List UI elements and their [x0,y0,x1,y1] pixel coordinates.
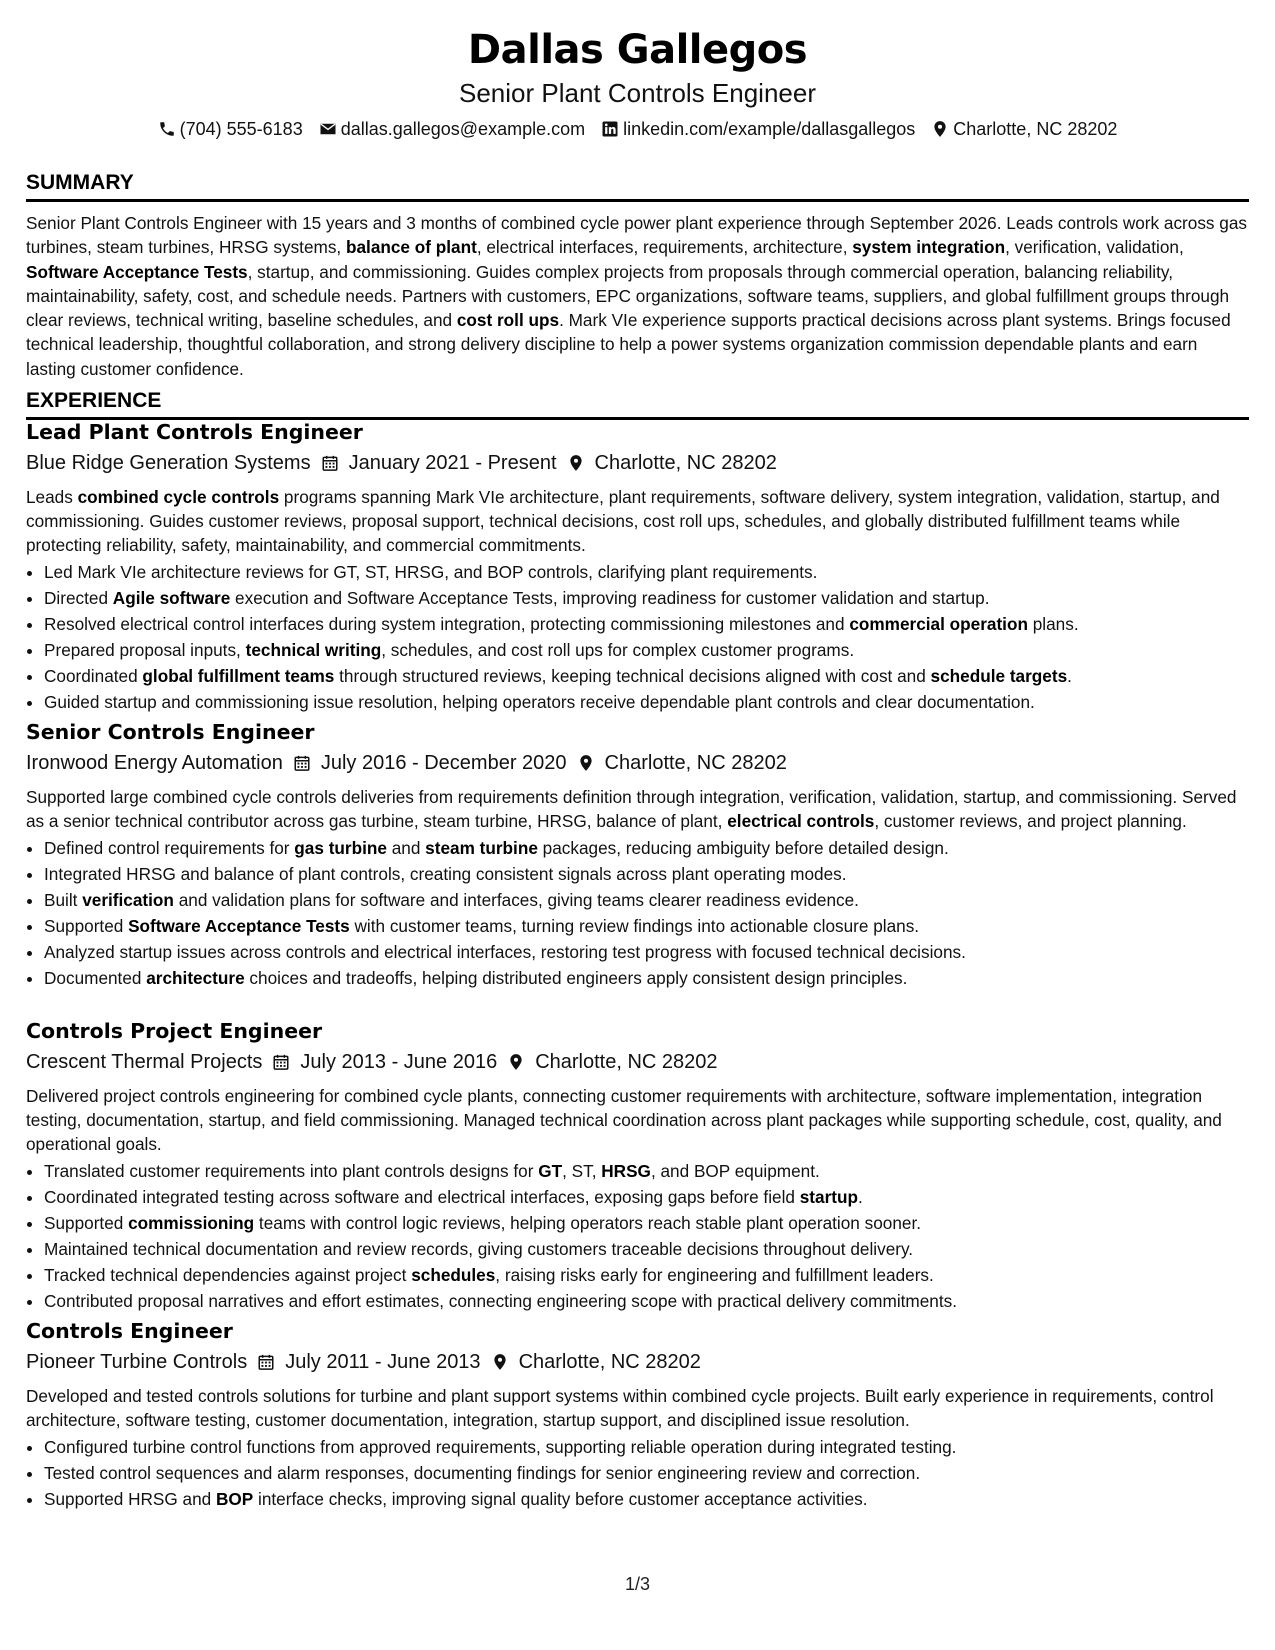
job-description [26,1084,1249,1156]
text-run: , startup, and commissioning. Guides complex projects from proposals through commercial operation, balancing reliability, maintainability, safety, cost, and schedule needs. Partners with customers, EPC organizations, software teams, suppliers, and global fulfillment groups through clear reviews, technical writing, baseline schedules, and [26,261,1230,331]
text-run: . [1067,666,1072,686]
job-location: Charlotte, NC 28202 [518,1351,701,1373]
job-dates: July 2011 - June 2013 [285,1351,481,1373]
job-bullets [26,559,1249,715]
linkedin-icon [601,120,619,138]
map-pin-icon [507,1053,525,1071]
text-run: , ST, [562,1161,602,1181]
job-bullets [26,1434,1249,1512]
job-description [26,485,1249,557]
contact-linkedin [601,118,915,140]
text-run: interface checks, improving signal quality before customer acceptance activities. [253,1489,868,1509]
bold-text: technical writing [245,640,382,660]
text-run: Coordinated [44,666,143,686]
bullet-item [44,559,1249,585]
text-run: programs spanning Mark VIe architecture, plant requirements, software delivery, system integration, validation, startup, and commissioning. Guides customer reviews, proposal support, technical decisions, cost roll ups, schedules, and globally distributed fulfillment teams while protecting reliability, safety, maintainability, and commercial commitments. [26,487,1220,555]
contact-linkedin-text: linkedin.com/example/dallasgallegos [623,119,916,139]
job-company: Blue Ridge Generation Systems [26,452,311,474]
bold-text: BOP [215,1489,254,1509]
candidate-title: Senior Plant Controls Engineer [459,78,816,108]
text-run: Leads [26,487,78,507]
bullet-item [44,689,1249,715]
job-title: Lead Plant Controls Engineer [26,420,363,444]
bold-text: architecture [146,968,245,988]
job-meta [26,1348,1249,1376]
bold-text: schedules [411,1265,496,1285]
bullet-item [44,835,1249,861]
bullet-item [44,861,1249,887]
calendar-icon [272,1053,290,1071]
bullet-item [44,1158,1249,1184]
bullet-item [44,1210,1249,1236]
text-run: execution and Software Acceptance Tests, improving readiness for customer validation and startup. [230,588,990,608]
experience-heading: EXPERIENCE [26,388,1249,420]
text-run: Documented [44,968,147,988]
text-run: with customer teams, turning review findings into actionable closure plans. [349,916,920,936]
map-pin-icon [577,754,595,772]
job-bullets [26,1158,1249,1314]
bold-text: cost roll ups [456,310,560,331]
calendar-icon [321,454,339,472]
text-run: Translated customer requirements into plant controls designs for [44,1161,539,1181]
bold-text: Software Acceptance Tests [26,261,248,282]
contact-location [931,118,1117,140]
text-run: Defined control requirements for [44,838,295,858]
contact-phone-text: (704) 555-6183 [179,119,303,139]
bold-text: schedule targets [930,666,1068,686]
text-run: , raising risks early for engineering and fulfillment leaders. [495,1265,934,1285]
text-run: Coordinated integrated testing across software and electrical interfaces, exposing gaps before field [44,1187,800,1207]
calendar-icon [257,1353,275,1371]
text-run: Analyzed startup issues across controls and electrical interfaces, restoring test progress with focused technical decisions. [44,942,966,962]
summary-text [26,211,1249,381]
text-run: Supported [44,1213,129,1233]
bold-text: combined cycle controls [77,487,280,507]
job-dates: July 2016 - December 2020 [320,752,567,774]
job-dates: January 2021 - Present [348,452,557,474]
job-company: Ironwood Energy Automation [26,752,283,774]
job-meta [26,749,1249,777]
candidate-name: Dallas Gallegos [467,27,808,73]
bold-text: startup [799,1187,858,1207]
job-company: Pioneer Turbine Controls [26,1351,248,1373]
bullet-item [44,1288,1249,1314]
text-run: Supported large combined cycle controls deliveries from requirements definition through integration, verification, validation, startup, and commissioning. Served as a senior technical contributor across gas turbine, steam turbine, HRSG, balance of plant, [26,787,1237,831]
contact-email [319,118,585,140]
text-run: , electrical interfaces, requirements, architecture, [476,237,853,258]
text-run: Delivered project controls engineering for combined cycle plants, connecting customer requirements with architecture, software implementation, integration testing, documentation, startup, and field commissioning. Managed technical coordination across plant packages while supporting schedule, cost, quality, and operational goals. [26,1086,1222,1154]
job-title: Controls Project Engineer [26,1019,323,1043]
bold-text: Software Acceptance Tests [128,916,350,936]
job-entry [26,1317,1249,1512]
bold-text: commissioning [128,1213,255,1233]
job-entry [26,418,1249,715]
job-title: Controls Engineer [26,1319,233,1343]
bullet-item [44,1262,1249,1288]
bold-text: gas turbine [294,838,387,858]
bold-text: commercial operation [849,614,1028,634]
text-run: choices and tradeoffs, helping distributed engineers apply consistent design principles. [244,968,908,988]
text-run: and [386,838,426,858]
contact-email-text: dallas.gallegos@example.com [340,119,586,139]
bullet-item [44,1486,1249,1512]
map-pin-icon [567,454,585,472]
text-run: Prepared proposal inputs, [44,640,246,660]
text-run: Senior Plant Controls Engineer with 15 years and 3 months of combined cycle power plant experience through September 2026. Leads controls work across gas turbines, steam turbines, HRSG systems, [26,213,1247,258]
bold-text: balance of plant [345,237,477,258]
resume-page [26,0,1249,1509]
job-entry [26,718,1249,991]
bold-text: steam turbine [425,838,538,858]
text-run: Built [44,890,83,910]
job-entry [26,1017,1249,1314]
text-run: . [858,1187,863,1207]
text-run: Supported HRSG and [44,1489,216,1509]
text-run: . Mark VIe experience supports practical decisions across plant systems. Brings focused technical leadership, thoughtful collaboration, and strong delivery discipline to help a power systems organization commission dependable plants and earn lasting customer confidence. [26,310,1231,379]
text-run: and validation plans for software and interfaces, giving teams clearer readiness evidence. [173,890,859,910]
bullet-item [44,939,1249,965]
bullet-item [44,913,1249,939]
bold-text: verification [82,890,174,910]
bullet-item [44,637,1249,663]
job-location: Charlotte, NC 28202 [594,452,777,474]
text-run: Tracked technical dependencies against project [44,1265,412,1285]
job-location: Charlotte, NC 28202 [535,1051,718,1073]
text-run: Tested control sequences and alarm responses, documenting findings for senior engineering review and correction. [44,1463,921,1483]
map-pin-icon [931,120,949,138]
page-number: 1/3 [624,1574,651,1594]
summary-heading: SUMMARY [26,170,1249,202]
contact-line [26,118,1249,140]
job-title: Senior Controls Engineer [26,720,315,744]
bold-text: system integration [852,237,1006,258]
text-run: packages, reducing ambiguity before detailed design. [537,838,949,858]
text-run: Led Mark VIe architecture reviews for GT, ST, HRSG, and BOP controls, clarifying plant requirements. [44,562,818,582]
phone-icon [158,120,176,138]
job-dates: July 2013 - June 2016 [300,1051,498,1073]
bullet-item [44,663,1249,689]
job-bullets [26,835,1249,991]
text-run: through structured reviews, keeping technical decisions aligned with cost and [334,666,931,686]
bullet-item [44,887,1249,913]
contact-location-text: Charlotte, NC 28202 [953,119,1118,139]
text-run: Guided startup and commissioning issue resolution, helping operators receive dependable plant controls and clear documentation. [44,692,1035,712]
calendar-icon [293,754,311,772]
text-run: Directed [44,588,113,608]
job-meta [26,449,1249,477]
bullet-item [44,1184,1249,1210]
bullet-item [44,1460,1249,1486]
text-run: , schedules, and cost roll ups for complex customer programs. [381,640,855,660]
job-company: Crescent Thermal Projects [26,1051,263,1073]
bold-text: global fulfillment teams [142,666,335,686]
text-run: Maintained technical documentation and review records, giving customers traceable decisions throughout delivery. [44,1239,914,1259]
text-run: Resolved electrical control interfaces during system integration, protecting commissioning milestones and [44,614,850,634]
bullet-item [44,1434,1249,1460]
job-location: Charlotte, NC 28202 [604,752,787,774]
contact-phone [158,118,303,140]
text-run: Configured turbine control functions from approved requirements, supporting reliable operation during integrated testing. [44,1437,957,1457]
bullet-item [44,1236,1249,1262]
bullet-item [44,611,1249,637]
envelope-icon [319,120,337,138]
text-run: Integrated HRSG and balance of plant controls, creating consistent signals across plant operating modes. [44,864,847,884]
text-run: plans. [1027,614,1079,634]
bullet-item [44,585,1249,611]
text-run: , verification, validation, [1005,237,1184,258]
bold-text: electrical controls [727,811,875,831]
text-run: Contributed proposal narratives and effort estimates, connecting engineering scope with practical delivery commitments. [44,1291,957,1311]
map-pin-icon [491,1353,509,1371]
text-run: Developed and tested controls solutions for turbine and plant support systems within combined cycle projects. Built early experience in requirements, control architecture, software testing, customer documentation, integration, startup support, and disciplined issue resolution. [26,1386,1214,1430]
text-run: , customer reviews, and project planning. [874,811,1187,831]
job-description [26,1384,1249,1432]
bold-text: HRSG [601,1161,651,1181]
job-description [26,785,1249,833]
resume-header [26,24,1249,140]
bullet-item [44,965,1249,991]
bold-text: GT [538,1161,563,1181]
text-run: , and BOP equipment. [650,1161,820,1181]
job-meta [26,1048,1249,1076]
bold-text: Agile software [112,588,231,608]
text-run: Supported [44,916,129,936]
text-run: teams with control logic reviews, helping operators reach stable plant operation sooner. [254,1213,922,1233]
